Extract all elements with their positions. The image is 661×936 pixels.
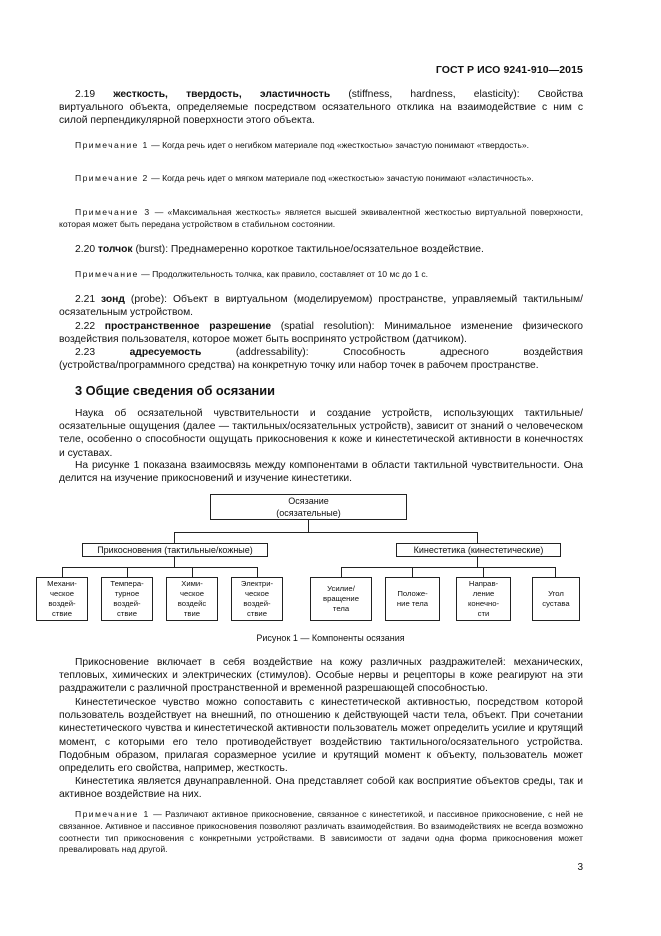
connector [341,567,556,568]
note-3: Примечание 3 — «Максимальная жесткость» является высшей эквивалентной жесткостью виртуальной поверхности, которая может быть передана устройством в стабильном состоянии. [59,207,583,229]
figure-caption: Рисунок 1 — Компоненты осязания [256,633,405,643]
kin-child-limb-direction: Направ- ление конечно- сти [456,577,511,621]
connector [62,567,63,577]
kinesthetic-box: Кинестетика (кинестетические) [396,543,561,557]
note-1: Примечание 1 — Когда речь идет о негибком материале под «жесткостью» зачастую понимают «твердость». [75,140,530,150]
connector [483,567,484,577]
term-2-22: 2.22 пространственное разрешение (spatial resolution): Минимальное изменение физического воздействия пользователя, которое может быть воспринято устройством (датчиком). [59,321,583,346]
connector [257,567,258,577]
connector [174,557,175,567]
connector [174,532,478,533]
connector [477,532,478,543]
connector [555,567,556,577]
paragraph-3: Прикосновение включает в себя воздействие на кожу различных раздражителей: механических, тепловых, химических и электрических (стимулов). Особые нервы и рецепторы в коже реагируют на эти раздражители с различной пространственной и временной разрешающей способностью. [59,657,583,695]
paragraph-1: Наука об осязательной чувствительности и создание устройств, использующих тактильные/осязательные ощущения (далее — тактильных/осязательных устройств), зависит от знаний о человеческом теле, особенно о способности ощущать прикосновения к коже и кинестетической активности в конечностях и суставах. [59,408,583,459]
note-2: Примечание 2 — Когда речь идет о мягком материале под «жесткостью» зачастую понимают «эластичность». [75,173,534,183]
kin-child-joint-angle: Угол сустава [532,577,580,621]
kin-child-position: Положе- ние тела [385,577,440,621]
connector [412,567,413,577]
connector [341,567,342,577]
kin-child-force: Усилие/ вращение тела [310,577,372,621]
term-name: жесткость, твердость, эластичность [113,89,331,100]
term-2-23: 2.23 адресуемость (addressability): Способность адресного воздействия (устройства/программного средства) на конкретную точку или набор точек в рабочем пространстве. [59,347,583,372]
connector [62,567,258,568]
term-2-19: 2.19 жесткость, твердость, эластичность (stiffness, hardness, elasticity): Свойства виртуального объекта, определяемые посредством осязательного отклика на взаимодействие с ним с силой перпендикулярной поверхности этого объекта. [59,89,583,127]
paragraph-2: На рисунке 1 показана взаимосвязь между компонентами в области тактильной чувствительности. Она делится на изучение прикосновений и изучение кинестетики. [59,460,583,485]
paragraph-4: Кинестетическое чувство можно сопоставить с кинестетической активностью, посредством которой пользователь воздействует на внешний, по отношению к действующей части тела, объект. При сочетании кинестетического чувства и кинестетической активности пользователь может определить усилие и крутящий момент, с которыми его тело противодействует воздействию тактильного/осязательного устройства. Подобным образом, прилагая соразмерное усилие и крутящий момент к объекту, пользователь может определить его свойства, например, жесткость. [59,697,583,775]
touch-child-thermal: Темпера- турное воздей- ствие [101,577,153,621]
touch-child-mechanical: Механи- ческое воздей- ствие [36,577,88,621]
page-number: 3 [577,862,583,873]
section-heading: 3 Общие сведения об осязании [75,383,275,398]
note-2-20: Примечание — Продолжительность толчка, как правило, составляет от 10 мс до 1 с. [75,269,429,279]
touch-box: Прикосновения (тактильные/кожные) [82,543,268,557]
touch-child-chemical: Хими- ческое воздейс твие [166,577,218,621]
term-2-21: 2.21 зонд (probe): Объект в виртуальном (моделируемом) пространстве, управляемый тактильным/осязательным устройством. [59,294,583,319]
connector [192,567,193,577]
connector [127,567,128,577]
diagram-root-box: Осязание (осязательные) [210,494,407,520]
paragraph-5: Кинестетика является двунаправленной. Она представляет собой как восприятие объектов среды, так и активное воздействие на них. [59,776,583,801]
note-section-1: Примечание 1 — Различают активное прикосновение, связанное с кинестетикой, и пассивное прикосновение, с ней не связанное. Активное и пассивное прикосновения позволяют различать взаимодействия. Во взаимодействиях не всегда возможно соотнести тип прикосновения с конкретными устройствами. В зависимости от задачи одна форма прикосновения может превалировать над другой. [59,809,583,855]
standard-header: ГОСТ Р ИСО 9241-910—2015 [435,64,583,76]
connector [174,532,175,543]
term-2-20: 2.20 толчок (burst): Преднамеренно короткое тактильное/осязательное воздействие. [75,244,484,255]
touch-child-electrical: Электри- ческое воздей- ствие [231,577,283,621]
connector [477,557,478,567]
connector [308,520,309,532]
